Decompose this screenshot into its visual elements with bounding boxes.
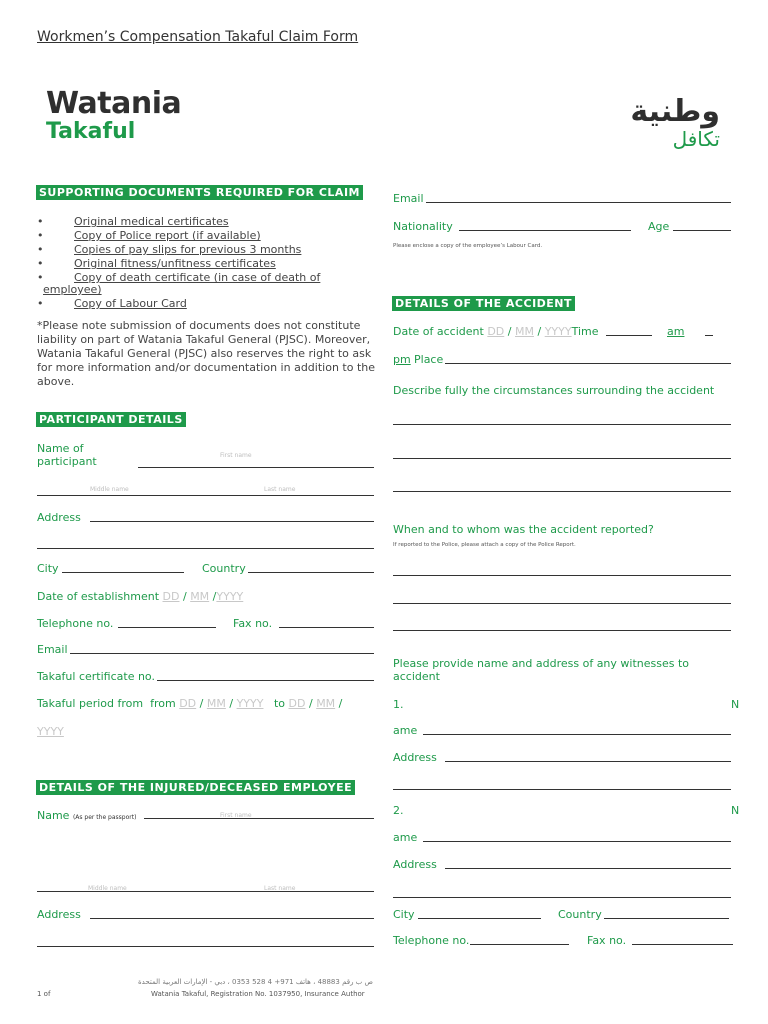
- dd-placeholder[interactable]: DD: [162, 590, 180, 603]
- participant-email-label: Email: [37, 643, 68, 656]
- yyyy-placeholder[interactable]: YYYY: [236, 697, 264, 710]
- describe-field-2[interactable]: [393, 458, 731, 459]
- witnesses-label-2: accident: [393, 670, 440, 683]
- injured-address-label: Address: [37, 908, 81, 921]
- dd-placeholder[interactable]: DD: [288, 697, 306, 710]
- list-item-text: Original medical certificates: [74, 215, 229, 228]
- mm-placeholder[interactable]: MM: [316, 697, 336, 710]
- establishment-date-text: Date of establishment: [37, 590, 160, 603]
- witness-country-label: Country: [558, 908, 602, 921]
- bullet: •: [37, 229, 44, 242]
- accident-date-label: [393, 325, 599, 338]
- first-name-hint: First name: [220, 452, 252, 459]
- participant-fax-label: Fax no.: [233, 617, 273, 630]
- participant-city-field[interactable]: [62, 572, 184, 573]
- yyyy-placeholder[interactable]: YYYY: [37, 725, 64, 738]
- slash: /: [212, 590, 217, 603]
- witness-2-name-label-a: N: [731, 804, 740, 817]
- participant-telephone-field[interactable]: [118, 627, 216, 628]
- participant-country-field[interactable]: [248, 572, 374, 573]
- participant-city-label: City: [37, 562, 59, 575]
- accident-time-field[interactable]: [606, 335, 652, 336]
- list-item: [37, 257, 377, 271]
- labour-card-note: Please enclose a copy of the employee’s Labour Card.: [393, 243, 543, 249]
- mm-placeholder[interactable]: MM: [206, 697, 226, 710]
- injured-heading: DETAILS OF THE INJURED/DECEASED EMPLOYEE: [36, 780, 355, 795]
- yyyy-placeholder[interactable]: YYYY: [216, 590, 244, 603]
- participant-country-label: Country: [202, 562, 246, 575]
- witness-2-name-field[interactable]: [423, 841, 731, 842]
- establishment-date-label: [37, 590, 243, 603]
- list-item-text: Copy of Police report (if available): [74, 229, 261, 242]
- slash: /: [507, 325, 512, 338]
- reported-label: When and to whom was the accident reported?: [393, 523, 654, 536]
- watania-logo-en: [46, 88, 181, 144]
- list-item-text: Original fitness/unfitness certificates: [74, 257, 276, 270]
- list-item-text: Copies of pay slips for previous 3 months: [74, 243, 302, 256]
- participant-address-field[interactable]: [90, 521, 374, 522]
- passport-note: (As per the passport): [72, 814, 137, 821]
- logo-ar-line1: وطنية: [630, 94, 720, 129]
- bullet: •: [37, 257, 44, 270]
- document-title: Workmen’s Compensation Takaful Claim Form: [37, 29, 359, 45]
- bullet: •: [37, 215, 44, 228]
- takaful-period-label: [37, 697, 342, 710]
- bullet: •: [37, 271, 44, 284]
- participant-telephone-label: Telephone no.: [37, 617, 114, 630]
- participant-fax-field[interactable]: [279, 627, 374, 628]
- from-label: from: [150, 697, 176, 710]
- takaful-period-year-to: [37, 725, 64, 738]
- injured-name-text: Name: [37, 809, 70, 822]
- mm-placeholder[interactable]: MM: [190, 590, 210, 603]
- disclaimer-note: *Please note submission of documents does not constitute liability on part of Watania Takaful General (PJSC). Moreover, Watania Takaful General (PJSC) also reserves the right to ask for more information and/or documentation in addition to the above.: [37, 319, 375, 388]
- employee-email-label: Email: [393, 192, 424, 205]
- participant-email-field[interactable]: [70, 653, 374, 654]
- list-item: [37, 271, 377, 297]
- reported-field-2[interactable]: [393, 603, 731, 604]
- injured-first-name-field[interactable]: [144, 818, 374, 819]
- injured-address-field[interactable]: [90, 918, 374, 919]
- slash: /: [308, 697, 313, 710]
- last-name-hint: Last name: [264, 486, 296, 493]
- witness-2-address-label: Address: [393, 858, 437, 871]
- describe-label: Describe fully the circumstances surrounding the accident: [393, 384, 715, 397]
- takaful-cert-label: Takaful certificate no.: [37, 670, 155, 683]
- to-label: to: [273, 697, 286, 710]
- witness-1-address-label: Address: [393, 751, 437, 764]
- mm-placeholder[interactable]: MM: [515, 325, 534, 338]
- injured-name-label: [37, 809, 136, 824]
- participant-name-label-1: Name of: [37, 442, 84, 455]
- logo-en-line2: Takaful: [46, 119, 136, 144]
- takaful-period-text: Takaful period from: [37, 697, 144, 710]
- list-item: [37, 297, 377, 311]
- police-report-note: If reported to the Police, please attach a copy of the Police Report.: [393, 542, 576, 548]
- witness-1-address-field-2[interactable]: [393, 789, 731, 790]
- witness-fax-field[interactable]: [632, 944, 733, 945]
- injured-address-field-2[interactable]: [37, 946, 374, 947]
- last-name-hint: Last name: [264, 885, 296, 892]
- pm-option[interactable]: pm: [393, 353, 411, 366]
- witness-2-number: 2.: [393, 804, 404, 817]
- slash: /: [338, 697, 343, 710]
- supporting-docs-heading: SUPPORTING DOCUMENTS REQUIRED FOR CLAIM: [36, 185, 363, 200]
- watania-logo-ar: [630, 96, 720, 150]
- slash: /: [537, 325, 542, 338]
- nationality-field[interactable]: [459, 230, 631, 231]
- slash: /: [199, 697, 204, 710]
- place-field[interactable]: [445, 363, 731, 364]
- participant-heading: PARTICIPANT DETAILS: [36, 412, 186, 427]
- witness-2-address-field[interactable]: [445, 868, 731, 869]
- time-label: Time: [571, 325, 599, 338]
- list-item: [37, 229, 377, 243]
- dd-placeholder[interactable]: DD: [179, 697, 197, 710]
- logo-ar-line2: تكافل: [672, 127, 720, 151]
- participant-name-label-2: participant: [37, 455, 97, 468]
- participant-address-label: Address: [37, 511, 81, 524]
- am-pm-separator: [705, 335, 713, 336]
- nationality-label: Nationality: [393, 220, 453, 233]
- list-item: [37, 215, 377, 229]
- employee-email-field[interactable]: [426, 202, 731, 203]
- witness-2-name-label-b: ame: [393, 831, 418, 844]
- dd-placeholder[interactable]: DD: [487, 325, 505, 338]
- bullet: •: [37, 297, 44, 310]
- bullet: •: [37, 243, 44, 256]
- footer-registration: Watania Takaful, Registration No. 1037950, Insurance Author: [151, 990, 365, 998]
- witness-2-address-field-2[interactable]: [393, 897, 731, 898]
- witness-1-number: 1.: [393, 698, 404, 711]
- accident-date-text: Date of accident: [393, 325, 484, 338]
- witness-telephone-field[interactable]: [470, 944, 569, 945]
- participant-first-name-field[interactable]: [138, 467, 374, 468]
- middle-name-hint: Middle name: [90, 486, 129, 493]
- witness-1-address-field[interactable]: [445, 761, 731, 762]
- middle-name-hint: Middle name: [88, 885, 127, 892]
- list-item-text: Copy of death certificate (in case of death of: [74, 271, 321, 284]
- logo-en-line1: Watania: [46, 86, 182, 121]
- witness-telephone-label: Telephone no.: [393, 934, 470, 947]
- age-field[interactable]: [673, 230, 731, 231]
- age-label: Age: [648, 220, 670, 233]
- witness-1-name-label-a: N: [731, 698, 740, 711]
- reported-field-1[interactable]: [393, 575, 731, 576]
- witness-city-label: City: [393, 908, 415, 921]
- accident-heading: DETAILS OF THE ACCIDENT: [392, 296, 575, 311]
- takaful-cert-field[interactable]: [157, 680, 374, 681]
- witness-country-field[interactable]: [604, 918, 729, 919]
- list-item: [37, 243, 377, 257]
- witness-1-name-label-b: ame: [393, 724, 418, 737]
- witness-1-name-field[interactable]: [423, 734, 731, 735]
- list-item-text: Copy of Labour Card: [74, 297, 187, 310]
- list-item-text-cont: employee): [43, 283, 102, 296]
- footer-arabic-address: ص ب رقم 48883 ، هاتف 971+ 4 528 0353 ، دبي - الإمارات العربية المتحدة: [138, 978, 373, 986]
- slash: /: [182, 590, 187, 603]
- witness-city-field[interactable]: [418, 918, 541, 919]
- am-option[interactable]: am: [667, 325, 685, 338]
- first-name-hint: First name: [220, 812, 252, 819]
- supporting-docs-list: [37, 215, 377, 311]
- witnesses-label-1: Please provide name and address of any witnesses to: [393, 657, 690, 670]
- witness-fax-label: Fax no.: [587, 934, 627, 947]
- reported-field-3[interactable]: [393, 630, 731, 631]
- slash: /: [229, 697, 234, 710]
- describe-field-3[interactable]: [393, 491, 731, 492]
- participant-middle-last-name-field[interactable]: [37, 495, 374, 496]
- yyyy-placeholder[interactable]: YYYY: [544, 325, 572, 338]
- participant-address-field-2[interactable]: [37, 548, 374, 549]
- describe-field-1[interactable]: [393, 424, 731, 425]
- place-label: Place: [414, 353, 444, 366]
- page-number: 1 of: [37, 990, 51, 998]
